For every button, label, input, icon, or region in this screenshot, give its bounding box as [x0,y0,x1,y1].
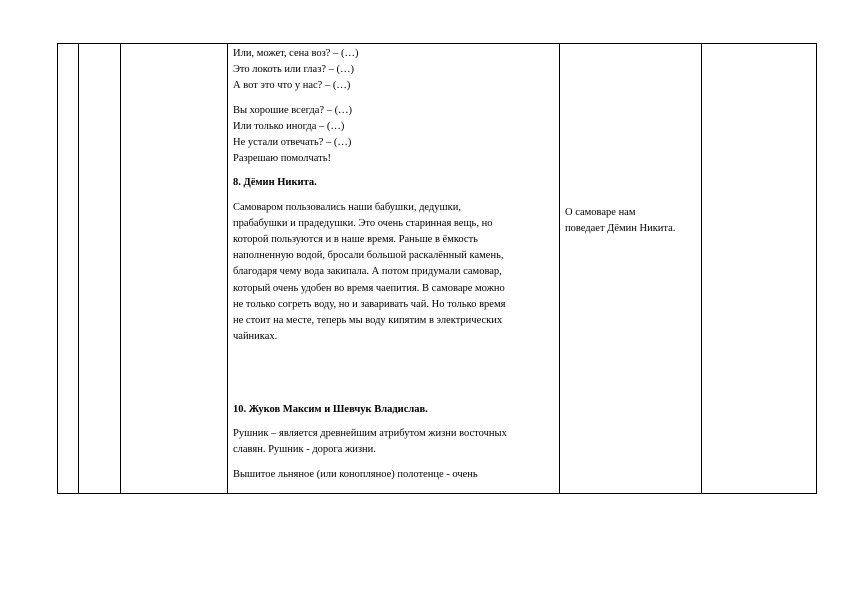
section-8-text-line: Самоваром пользовались наши бабушки, дедушки, [233,201,461,213]
section-8-text-line: чайниках. [233,331,278,343]
column-divider [120,43,121,494]
section-10-heading: 10. Жуков Максим и Шевчук Владислав. [233,404,428,415]
table-bottom-border [57,493,817,494]
section-10-block [233,402,507,483]
poem-line: Вы хорошие всегда? – (…) [233,104,353,116]
column-divider [57,43,58,494]
poem-line: Или, может, сена воз? – (…) [233,48,359,59]
poem-line: Разрешаю помолчать! [233,153,331,165]
section-8-text-line: которой пользуются и в наше время. Раньше в ёмкость [233,234,478,246]
table-top-border [57,43,817,44]
section-8-text-line: который очень удобен во время чаепития. В самоваре можно [233,282,505,294]
section-8-text-line: прабабушки и прадедушки. Это очень старинная вещь, но [233,217,493,229]
section-8-text-line: благодаря чему вода закипала. А потом придумали самовар, [233,266,502,278]
column-divider [78,43,79,494]
column-divider [227,43,228,494]
poem-line: Это локоть или глаз? – (…) [233,64,355,76]
section-8-text-line: не только согреть воду, но и заваривать чай. Но только время [233,298,506,310]
section-10-text-line: славян. Рушник - дорога жизни. [233,444,376,456]
poem-line: Или только иногда – (…) [233,120,345,132]
section-8-heading: 8. Дёмин Никита. [233,177,317,189]
teacher-note-cell [565,205,675,237]
teacher-note-line: О самоваре нам [565,207,636,218]
poem-line: Не устали отвечать? – (…) [233,137,352,149]
lesson-content-cell [233,46,505,345]
poem-line: А вот это что у нас? – (…) [233,80,351,92]
section-8-text-line: наполненную водой, бросали большой раскалённый камень, [233,250,504,262]
teacher-note-line: поведает Дёмин Никита. [565,223,676,235]
section-8-text-line: не стоит на месте, теперь мы воду кипятим в электрических [233,315,503,327]
column-divider [701,43,702,494]
column-divider [559,43,560,494]
section-10-text-line-cut: Вышитое льняное (или конопляное) полотенце - очень [233,468,478,480]
column-divider [816,43,817,494]
section-10-text-line: Рушник – является древнейшим атрибутом жизни восточных [233,428,507,440]
